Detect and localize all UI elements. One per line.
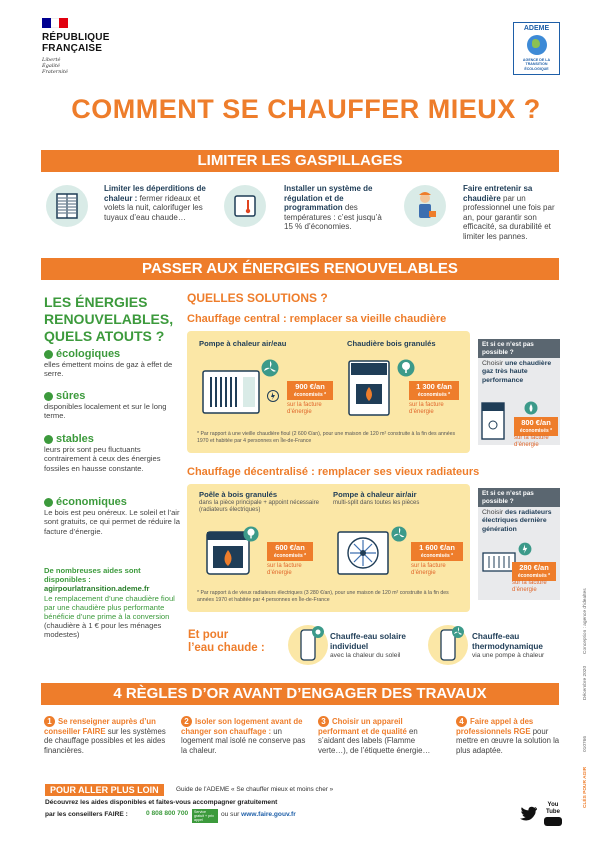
- cles-pour-agir: CLÉS POUR AGIR: [583, 766, 588, 808]
- eau-solaire: Chauffe-eau solaire individuel avec la chaleur du soleil: [330, 632, 406, 659]
- atout-ecologiques: écologiques elles émettent moins de gaz à effet de serre.: [44, 348, 173, 379]
- price-badge: 800 €/an économisés *: [514, 417, 558, 436]
- gas-boiler-icon: [480, 401, 506, 446]
- faire-link[interactable]: ou sur www.faire.gouv.fr: [221, 811, 296, 818]
- republic-motto: Liberté Égalité Fraternité: [42, 57, 68, 75]
- electric-plug-icon: [267, 389, 279, 407]
- gaspillage-regulation: Installer un système de régulation et de programmation des températures : c’est jusqu’à 15 % d’économies.: [284, 184, 382, 232]
- date-label: Décembre 2020: [583, 665, 588, 700]
- fan-icon: [261, 359, 279, 382]
- globe-icon: [527, 35, 547, 55]
- electric-plug-icon: [518, 542, 532, 561]
- ademe-logo: ADEME AGENCE DE LA TRANSITION ÉCOLOGIQUE: [513, 22, 560, 75]
- french-flag-icon: [42, 18, 68, 28]
- central-alternative-box: Et si ce n’est pas possible ? Choisir une chaudière gaz très haute performance 800 €/an économisés * sur la facture d’énergie: [478, 339, 560, 445]
- section-band-regles: 4 RÈGLES D’OR AVANT D’ENGAGER DES TRAVAUX: [41, 683, 559, 705]
- pour-aller-plus-loin-label: POUR ALLER PLUS LOIN: [45, 784, 164, 796]
- solar-water-heater-icon: [288, 622, 328, 673]
- price-badge: 900 €/an économisés *: [287, 381, 333, 400]
- check-icon: [44, 392, 53, 401]
- solutions-title: QUELLES SOLUTIONS ?: [187, 291, 328, 305]
- regle-4: 4 Faire appel à des professionnels RGE pour mettre en œuvre la solution la plus adaptée.: [456, 717, 560, 755]
- check-icon: [44, 498, 53, 507]
- regle-1: 1 Se renseigner auprès d’un conseiller FAIRE sur les systèmes de chauffage possibles et les aides financières.: [44, 717, 166, 755]
- youtube-icon[interactable]: You Tube: [543, 802, 563, 826]
- decentral-alternative-box: Et si ce n’est pas possible ? Choisir des radiateurs électriques dernière génération 280 €/an économisés * sur la facture d’énergie: [478, 488, 560, 600]
- check-icon: [44, 435, 53, 444]
- conseillers-label: par les conseillers FAIRE :: [45, 811, 128, 818]
- heat-pump-icon: [201, 367, 263, 422]
- price-badge: 1 600 €/an économisés *: [411, 542, 463, 561]
- window-icon: [46, 185, 88, 227]
- thermo-water-heater-icon: [428, 622, 468, 673]
- price-badge: 1 300 €/an économisés *: [409, 381, 459, 400]
- aides-link[interactable]: agirpourlatransition.ademe.fr: [44, 584, 150, 594]
- twitter-icon[interactable]: [520, 806, 538, 826]
- section-band-renouvelables: PASSER AUX ÉNERGIES RENOUVELABLES: [41, 258, 559, 280]
- check-icon: [44, 350, 53, 359]
- central-solutions-box: Pompe à chaleur air/eau Chaudière bois granulés 900 €/an économisés * sur la facture d’énergie 1 300 €/an économisés * sur la facture d’énergie * Par rapport à une vieille chaudière fioul (2 600 €/an), pour une maison de 120 m² construite à la fin des années 1970 et habitée par 4 personnes en Île-de-France: [187, 331, 470, 453]
- pellet-boiler-icon: [347, 359, 393, 422]
- technician-icon: [404, 185, 446, 227]
- decentral-solutions-box: Poêle à bois granulés dans la pièce principale + appoint nécessaire (radiateurs électriques) Pompe à chaleur air/air multi-split dans toutes les pièces 600 €/an économisés * sur la facture d’énergie 1 600 €/an économisés * sur la facture d’énergie * Par rapport à de vieux radiateurs électriques (3 280 €/an), pour une maison de 120 m² construite à la fin des années 1970 et habitée par 4 personnes en Île-de-France: [187, 484, 470, 612]
- tree-icon: [243, 526, 259, 547]
- eau-thermodynamique: Chauffe-eau thermodynamique via une pompe à chaleur: [472, 632, 545, 659]
- thermostat-icon: [224, 185, 266, 227]
- ref-label: 010766: [583, 735, 588, 752]
- gaspillage-deperditions: Limiter les déperditions de chaleur : fermer rideaux et volets la nuit, calorifuger les tuyaux d’eau chaude…: [104, 184, 206, 222]
- atout-sures: sûres disponibles localement et sur le long terme.: [44, 390, 167, 421]
- conception-label: Conception : agence d’idealtes: [583, 588, 588, 654]
- gaspillage-entretien: Faire entretenir sa chaudière par un professionnel une fois par an, pour garantir son efficacité, sa durabilité et limiter les pannes.: [463, 184, 555, 241]
- tree-icon: [397, 359, 415, 382]
- electric-radiator-icon: [482, 552, 516, 579]
- price-badge: 600 €/an économisés *: [267, 542, 313, 561]
- regle-3: 3 Choisir un appareil performant et de qualité en s’aidant des labels (Flamme verte…), de l’étiquette énergie…: [318, 717, 431, 755]
- price-badge: 280 €/an économisés *: [512, 562, 556, 581]
- aides-invitation: Découvrez les aides disponibles et faites-vous accompagner gratuitement: [45, 799, 278, 806]
- eau-chaude-title: Et pour l’eau chaude :: [188, 629, 265, 654]
- atout-stables: stables leurs prix sont peu fluctuants contrairement à ceux des énergies fossiles en hausse constante.: [44, 433, 161, 473]
- regle-2: 2 Isoler son logement avant de changer son chauffage : un logement mal isolé ne conserve pas la chaleur.: [181, 717, 306, 755]
- page-title: COMMENT SE CHAUFFER MIEUX ?: [71, 94, 541, 124]
- atouts-title: LES ÉNERGIES RENOUVELABLES, QUELS ATOUTS ?: [44, 294, 174, 344]
- decentral-heading: Chauffage décentralisé : remplacer ses vieux radiateurs: [187, 466, 480, 478]
- phone-number[interactable]: 0 808 800 700: [146, 810, 189, 817]
- split-unit-icon: [335, 528, 391, 583]
- guide-reference: Guide de l’ADEME « Se chauffer mieux et moins cher »: [176, 786, 334, 793]
- phone-tag: Service gratuit + prix appel: [192, 809, 218, 823]
- section-band-gaspillages: LIMITER LES GASPILLAGES: [41, 150, 559, 172]
- central-heading: Chauffage central : remplacer sa vieille chaudière: [187, 313, 447, 325]
- fan-icon: [391, 526, 407, 547]
- republique-francaise-logo: RÉPUBLIQUE FRANÇAISE: [42, 32, 110, 54]
- atout-economiques: économiques Le bois est peu onéreux. Le soleil et l’air sont gratuits, ce qui permet de réduire la facture d’énergie.: [44, 496, 180, 536]
- aides-block: De nombreuses aides sont disponibles : agirpourlatransition.ademe.fr Le remplacement d’une chaudière fioul par une chaudière plus performante bénéficie d’une prime à la conversion (chaudière à 1 € pour les ménages modestes): [44, 566, 182, 640]
